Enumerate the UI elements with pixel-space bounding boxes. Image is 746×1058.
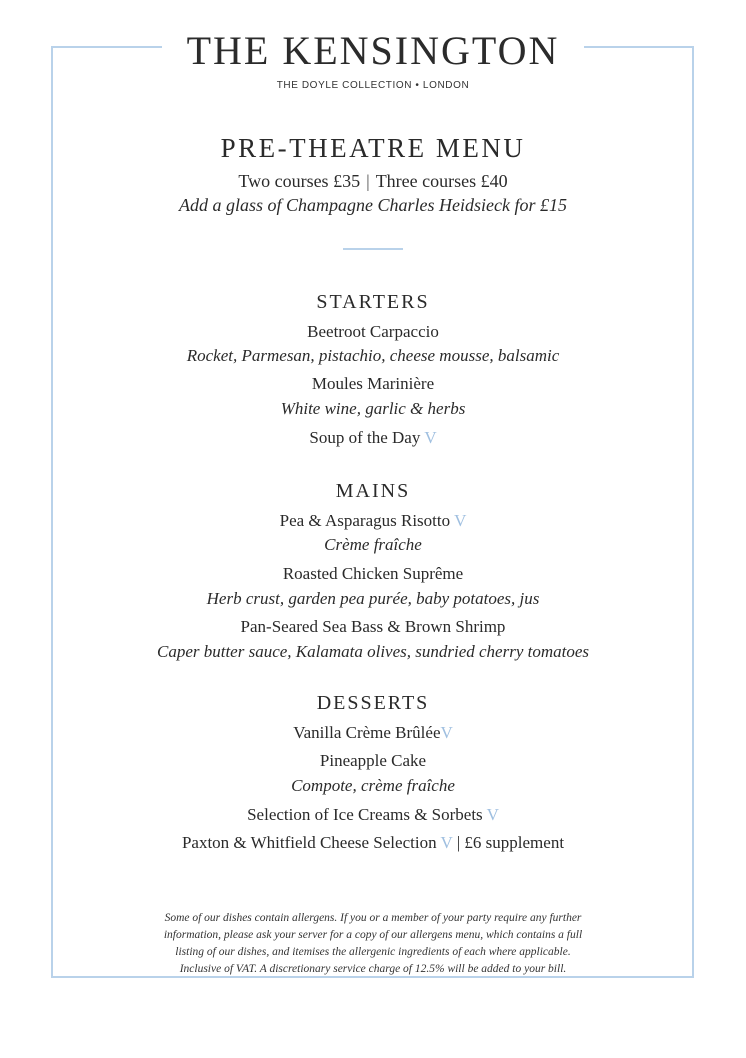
vegetarian-badge: V (424, 428, 437, 447)
dish-description: Rocket, Parmesan, pistachio, cheese mousse, balsamic (186, 346, 560, 365)
footnote-line: Some of our dishes contain allergens. If you or a member of your party require any further (164, 912, 582, 924)
dish-description: Crème fraîche (324, 535, 422, 554)
price-separator: | (366, 171, 370, 191)
brand-subtitle: THE DOYLE COLLECTION • LONDON (276, 80, 470, 91)
dish-description: White wine, garlic & herbs (280, 399, 466, 418)
dish-name: Pineapple Cake (319, 751, 427, 770)
dish-description: Compote, crème fraîche (291, 776, 455, 795)
list-item (0, 804, 746, 826)
starters-heading: STARTERS (316, 291, 430, 313)
vegetarian-badge: V (486, 805, 499, 824)
dish-name: Pan-Seared Sea Bass & Brown Shrimp (240, 617, 506, 636)
dish-name: Pea & Asparagus Risotto (279, 511, 451, 530)
list-item (0, 832, 746, 854)
section-divider (343, 248, 403, 250)
list-item (0, 722, 746, 744)
dish-name: Beetroot Carpaccio (307, 322, 439, 341)
dish-description: Caper butter sauce, Kalamata olives, sundried cherry tomatoes (156, 642, 590, 661)
dish-name: Roasted Chicken Suprême (282, 564, 464, 583)
brand-header (162, 28, 584, 91)
brand-name: THE KENSINGTON (186, 28, 560, 73)
dish-name: Soup of the Day (309, 428, 421, 447)
dish-name: Vanilla Crème Brûlée (293, 723, 441, 742)
course-prices (0, 170, 746, 192)
footnote-line: listing of our dishes, and itemises the allergenic ingredients of each where applicable. (175, 946, 571, 958)
mains-heading: MAINS (335, 480, 411, 502)
menu-title: PRE-THEATRE MENU (220, 133, 526, 163)
vegetarian-badge: V (454, 511, 467, 530)
two-courses-price: Two courses £35 (238, 171, 361, 191)
list-item (0, 427, 746, 449)
dish-name: Selection of Ice Creams & Sorbets (247, 805, 483, 824)
vegetarian-badge: V (440, 723, 453, 742)
supplement-note: | £6 supplement (456, 833, 565, 852)
list-item (0, 510, 746, 532)
dish-name: Moules Marinière (311, 374, 435, 393)
three-courses-price: Three courses £40 (375, 171, 508, 191)
footnote-line: Inclusive of VAT. A discretionary service charge of 12.5% will be added to your bill. (179, 963, 567, 975)
dish-description: Herb crust, garden pea purée, baby potatoes, jus (206, 589, 540, 608)
desserts-heading: DESSERTS (316, 692, 430, 714)
allergen-footnote (0, 910, 746, 978)
vegetarian-badge: V (440, 833, 453, 852)
dish-name: Paxton & Whitfield Cheese Selection (181, 833, 437, 852)
champagne-promo: Add a glass of Champagne Charles Heidsieck for £15 (179, 195, 567, 215)
footnote-line: information, please ask your server for a copy of our allergens menu, which contains a full (163, 929, 583, 941)
